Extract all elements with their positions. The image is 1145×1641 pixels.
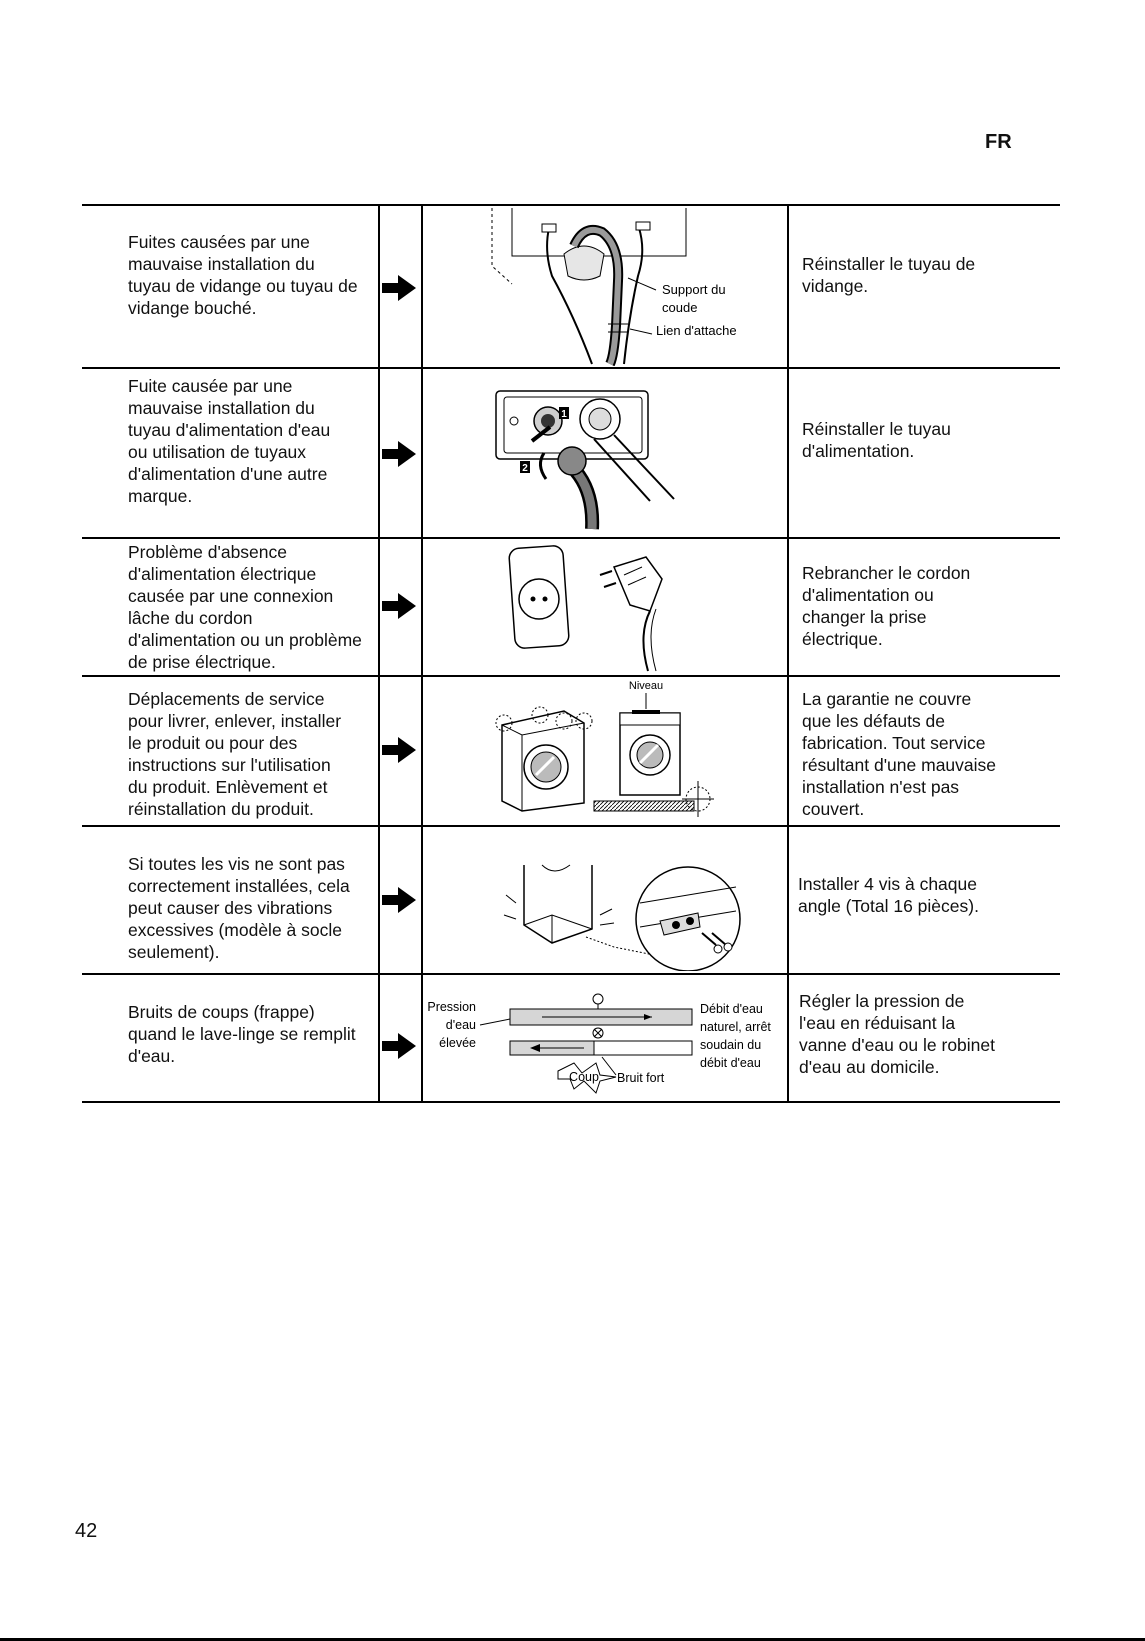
power-outlet-illustration [424,539,788,673]
support-label-2: coude [662,300,698,315]
language-code: FR [985,131,1012,153]
solution-text: Réinstaller le tuyau d'alimentation. [802,419,951,461]
pression-label: Pression [427,1000,476,1014]
arrow-right-icon [382,1033,416,1059]
cause-text: Si toutes les vis ne sont pas correctement installées, cela peut causer des vibrations excessives (modèle à socle seulement). [128,854,350,962]
support-label: Support du [662,282,726,297]
washer-level-illustration [424,677,788,823]
column-divider [378,204,380,1103]
row-divider [82,1101,1060,1103]
pedestal-screws-illustration [424,827,788,971]
debit-label: Débit d'eau [700,1002,763,1016]
page-number: 42 [75,1520,98,1542]
lien-label: Lien d'attache [656,323,737,338]
debit-label-2: naturel, arrêt [700,1020,771,1034]
inlet-hose-illustration [424,369,788,535]
water-hammer-illustration [424,975,788,1099]
arrow-right-icon [382,887,416,913]
debit-label-4: débit d'eau [700,1056,761,1070]
solution-text: Régler la pression de l'eau en réduisant la vanne d'eau ou le robinet d'eau au domicile. [799,991,995,1077]
bruit-label: Bruit fort [617,1071,665,1085]
cause-text: Problème d'absence d'alimentation électrique causée par une connexion lâche du cordon d'alimentation ou un problème de prise électrique. [128,542,362,672]
arrow-right-icon [382,275,416,301]
solution-text: Réinstaller le tuyau de vidange. [802,254,976,296]
arrow-right-icon [382,737,416,763]
solution-text: La garantie ne couvre que les défauts de fabrication. Tout service résultant d'une mauvaise installation n'est pas couvert. [802,689,997,819]
troubleshooting-table [82,204,1060,1103]
niveau-label: Niveau [628,680,664,692]
cause-text: Bruits de coups (frappe) quand le lave-linge se remplit d'eau. [128,1002,356,1066]
column-divider [421,204,423,1103]
drain-hose-illustration [424,206,788,366]
solution-text: Installer 4 vis à chaque angle (Total 16 pièces). [798,874,979,916]
arrow-right-icon [382,593,416,619]
arrow-right-icon [382,441,416,467]
cause-text: Déplacements de service pour livrer, enlever, installer le produit ou pour des instructions sur l'utilisation du produit. Enlèvement et réinstallation du produit. [128,689,342,819]
step-1-badge: 1 [561,409,567,420]
cause-text: Fuite causée par une mauvaise installation du tuyau d'alimentation d'eau ou utilisation de tuyaux d'alimentation d'une autre marque. [128,376,331,506]
pression-label-3: élevée [439,1036,476,1050]
solution-text: Rebrancher le cordon d'alimentation ou changer la prise électrique. [802,563,971,649]
cause-text: Fuites causées par une mauvaise installation du tuyau de vidange ou tuyau de vidange bouché. [128,232,358,318]
step-2-badge: 2 [522,463,528,474]
debit-label-3: soudain du [700,1038,762,1052]
pression-label-2: d'eau [445,1018,476,1032]
coup-label: Coup [569,1070,599,1084]
